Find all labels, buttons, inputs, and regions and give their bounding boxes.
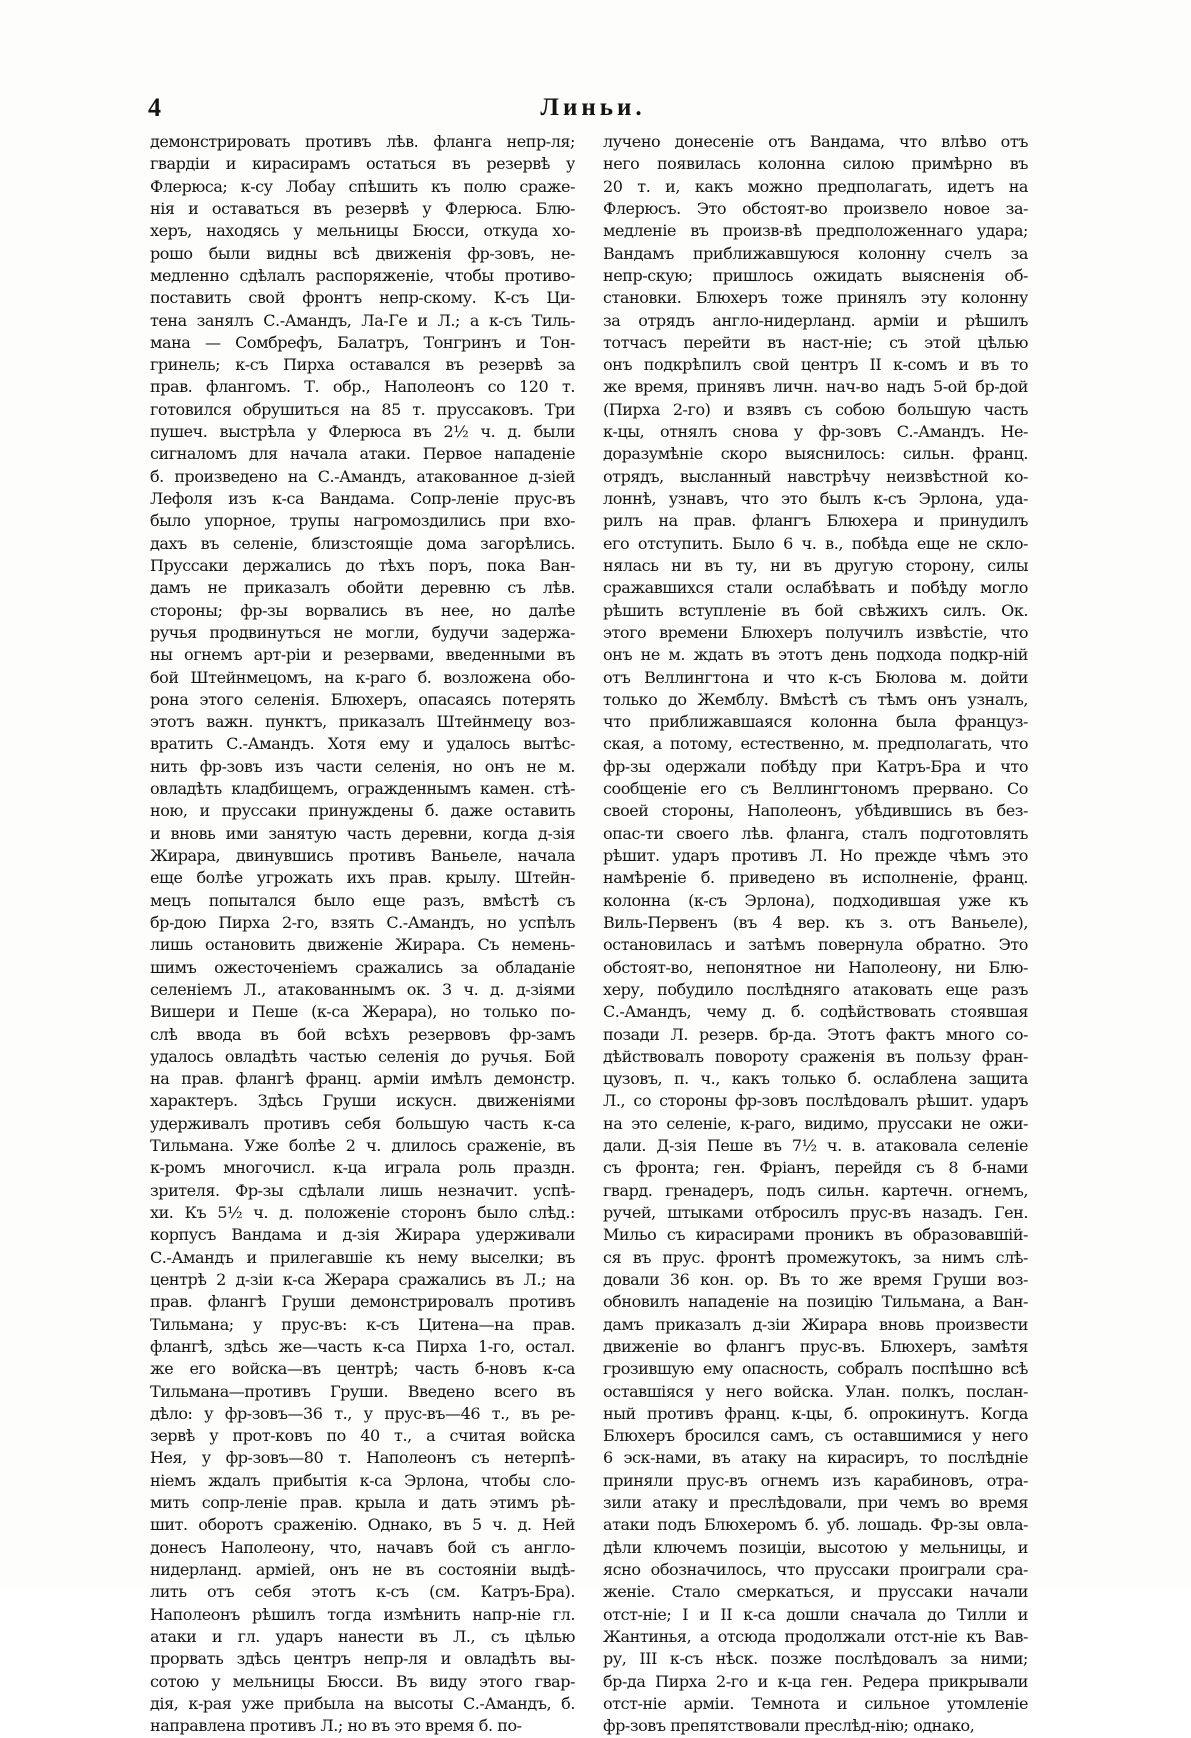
text-line: колонна (к-съ Эрлона), подходившая уже къ: [603, 890, 1028, 910]
text-line: отст-ніе арміи. Темнота и сильное утомленіе: [603, 1693, 1028, 1713]
text-line: сигналомъ для начала атаки. Первое нападеніе: [150, 444, 575, 464]
text-line: херу, побудило послѣдняго атаковать еще разъ: [603, 979, 1028, 999]
text-line: мецъ попытался было еще разъ, вмѣстѣ съ: [150, 890, 575, 910]
text-line: лишь остановить движеніе Жирара. Съ немень-: [150, 935, 575, 955]
text-line: что приближавшаяся колонна была француз-: [603, 712, 1028, 732]
text-line: движеніе во флангъ прус-въ. Блюхеръ, замѣтя: [603, 1336, 1028, 1356]
text-line: рона этого селенія. Блюхеръ, опасаясь потерять: [150, 689, 575, 709]
text-line: женіе. Стало смеркаться, и пруссаки начали: [603, 1582, 1028, 1602]
text-line: Мильо съ кирасирами проникъ въ образовавшій-: [603, 1225, 1028, 1245]
text-line: сражавшихся стали ослабѣвать и побѣду могло: [603, 578, 1028, 598]
text-line: онъ не м. ждать въ этотъ день подхода подкр-ній: [603, 645, 1028, 665]
text-line: своей стороны, Наполеонъ, убѣдившись въ без-: [603, 801, 1028, 821]
text-line: Тильмана; у прус-въ: к-съ Цитена—на прав.: [150, 1314, 575, 1334]
text-line: ся въ прус. фронтѣ промежутокъ, за нимъ слѣ-: [603, 1247, 1028, 1267]
text-line: обстоят-во, непонятное ни Наполеону, ни Блю-: [603, 957, 1028, 977]
text-line: стороны; фр-зы ворвались въ нее, но далѣе: [150, 600, 575, 620]
text-line: съ фронта; ген. Фріанъ, перейдя съ 8 б-нами: [603, 1158, 1028, 1178]
text-line: Вишери и Пеше (к-са Жерара), но только по-: [150, 1002, 575, 1022]
text-line: зили атаку и преслѣдовали, при чемъ во время: [603, 1493, 1028, 1513]
text-line: становки. Блюхеръ тоже принялъ эту колонну: [603, 288, 1028, 308]
text-line: удалось овладѣть частью селенія до ручья. Бой: [150, 1046, 575, 1066]
text-line: доразумѣніе скоро выяснилось: сильн. франц.: [603, 444, 1028, 464]
text-line: мить сопр-леніе прав. крыла и дать этимъ рѣ-: [150, 1493, 575, 1513]
text-line: Виль-Первенъ (въ 4 вер. къ з. отъ Ваньеле),: [603, 912, 1028, 932]
text-line: Флерюса; к-су Лобау спѣшить къ полю сраже-: [150, 176, 575, 196]
text-line: нить фр-зовъ изъ части селенія, но онъ не м.: [150, 756, 575, 776]
text-line: отст-ніе; I и II к-са дошли сначала до Тилли и: [603, 1604, 1028, 1624]
text-line: центрѣ 2 д-зіи к-са Жерара сражались въ Л.; на: [150, 1269, 575, 1289]
text-line: него появилась колонна силою примѣрно въ: [603, 154, 1028, 174]
text-line: оставшіяся у него войска. Улан. полкъ, послан-: [603, 1381, 1028, 1401]
text-line: Пруссаки держались до тѣхъ поръ, пока Ван-: [150, 555, 575, 575]
text-line: мана — Сомбрефъ, Балатръ, Тонгринъ и Тон-: [150, 332, 575, 352]
text-line: Лефоля изъ к-са Вандама. Сопр-леніе прус-въ: [150, 489, 575, 508]
text-line: остановилась и затѣмъ повернула обратно. Это: [603, 935, 1028, 955]
text-line: зервѣ у прот-ковъ по 40 т., а считая войска: [150, 1426, 575, 1446]
running-title: Линьи.: [540, 94, 646, 121]
text-line: корпусъ Вандама и д-зія Жирара удерживали: [150, 1225, 575, 1245]
text-line: направлена противъ Л.; но въ это время б. по-: [150, 1716, 522, 1736]
text-line: нія и оставаться въ резервѣ у Флерюса. Блю-: [150, 198, 575, 218]
text-line: ніемъ ждалъ прибытія к-са Эрлона, чтобы сло-: [150, 1470, 575, 1490]
text-line: прав. флангомъ. Т. обр., Наполеонъ со 120 т.: [150, 377, 575, 397]
text-line: этотъ важн. пунктъ, приказалъ Штейнмецу воз-: [150, 712, 575, 732]
text-line: Блюхеръ бросился самъ, съ оставшимися у него: [603, 1426, 1028, 1446]
text-line: лить отъ себя этотъ к-съ (см. Катръ-Бра).: [150, 1582, 575, 1602]
text-line: шит. оборотъ сраженію. Однако, въ 5 ч. д. Ней: [150, 1515, 575, 1535]
text-line: цузовъ, п. ч., какъ только б. ослаблена защита: [603, 1069, 1028, 1089]
text-line: к-ромъ многочисл. к-ца играла роль праздн.: [150, 1158, 575, 1178]
text-line: онъ подкрѣпилъ свой центръ II к-сомъ и въ то: [603, 355, 1028, 375]
text-line: 6 эск-нами, въ атаку на кирасиръ, то послѣдніе: [603, 1448, 1028, 1468]
text-line: приняли прус-въ огнемъ изъ карабиновъ, отра-: [603, 1470, 1028, 1490]
text-line: гвард. гренадеръ, подъ сильн. картечн. огнемъ,: [603, 1180, 1028, 1200]
text-line: за отрядъ англо-нидерланд. арміи и рѣшилъ: [603, 310, 1028, 330]
text-line: Тильмана—противъ Груши. Введено всего въ: [150, 1381, 575, 1401]
text-line: дамъ не приказалъ обойти деревню съ лѣв.: [150, 578, 575, 598]
text-line: намѣреніе б. приведено въ исполненіе, франц.: [603, 868, 1028, 888]
text-line: фр-зы одержали побѣду при Катръ-Бра и что: [603, 756, 1028, 776]
text-line: нялась ни въ ту, ни въ другую сторону, силы: [603, 555, 1028, 575]
text-line: С.-Амандъ и прилегавшіе къ нему выселки; въ: [150, 1247, 575, 1267]
text-line: Флерюсъ. Это обстоят-во произвело новое за-: [603, 198, 1028, 218]
text-line: Л., со стороны фр-зовъ послѣдовалъ рѣшит. ударъ: [603, 1091, 1028, 1111]
text-line: лоннѣ, узнавъ, что это былъ к-съ Эрлона, уда-: [603, 489, 1028, 508]
text-line: медленіе въ произв-вѣ предположеннаго удара;: [603, 221, 1028, 241]
text-line: готовился обрушиться на 85 т. пруссаковъ. Три: [150, 399, 575, 419]
text-line: на прав. флангѣ франц. арміи имѣлъ демонстр.: [150, 1069, 575, 1089]
text-line: тотчасъ перейти въ наст-ніе; съ этой цѣлью: [603, 332, 1028, 352]
text-line: рошо были видны всѣ движенія фр-зовъ, не-: [150, 243, 575, 263]
text-line: шимъ ожесточеніемъ сражались за обладаніе: [150, 957, 575, 977]
text-line: атаки и гл. ударъ нанести въ Л., съ цѣлью: [150, 1626, 575, 1646]
text-line: донесъ Наполеону, что, начавъ бой съ англо-: [150, 1537, 575, 1557]
text-line: медленно сдѣлалъ распоряженіе, чтобы противо-: [150, 265, 575, 285]
text-line: С.-Амандъ, чему д. б. содѣйствовать стоявшая: [603, 1002, 1028, 1022]
text-line: только до Жемблу. Вмѣстѣ съ тѣмъ онъ узналъ,: [603, 689, 1028, 709]
text-line: флангѣ, здѣсь же—часть к-са Пирха 1-го, остал.: [150, 1336, 575, 1356]
text-line: ру, III к-съ нѣск. позже послѣдовалъ за ними;: [603, 1649, 1028, 1669]
text-line: его отступить. Было 6 ч. в., побѣда еще не скло-: [603, 533, 1028, 553]
text-line: этого времени Блюхеръ получилъ извѣстіе, что: [603, 622, 1028, 642]
text-line: сотою у мельницы Бюсси. Въ виду этого гвар-: [150, 1671, 575, 1691]
text-line: удерживалъ противъ себя большую часть к-са: [150, 1113, 575, 1133]
text-line: дѣло: у фр-зовъ—36 т., у прус-въ—46 т., въ ре-: [150, 1403, 575, 1423]
text-line: позади Л. резерв. бр-да. Этотъ фактъ много со-: [603, 1024, 1028, 1044]
text-line: фр-зовъ препятствовали преслѣд-нію; однако,: [603, 1716, 975, 1736]
text-line: овладѣть кладбищемъ, огражденнымъ камен. стѣ-: [150, 779, 575, 799]
text-line: рѣшит. ударъ противъ Л. Но прежде чѣмъ это: [603, 846, 1028, 865]
text-line: Жантинья, а отсюда продолжали отст-ніе къ Вав-: [603, 1626, 1028, 1646]
text-line: к-цы, отнялъ снова у фр-зовъ С.-Амандъ. Не-: [603, 422, 1028, 442]
text-line: Вандамъ приближавшуюся колонну счелъ за: [603, 243, 1028, 263]
text-line: ская, а потому, естественно, м. предполагать, что: [603, 734, 1028, 754]
text-line: ный противъ франц. к-цы, б. опрокинутъ. Когда: [603, 1403, 1028, 1423]
text-line: херъ, находясь у мельницы Бюсси, откуда хо-: [150, 221, 575, 241]
text-line: ны огнемъ арт-ріи и резервами, введенными въ: [150, 645, 575, 665]
text-line: же время, принявъ личн. нач-во надъ 5-ой бр-дой: [603, 377, 1028, 397]
text-line: хи. Къ 5½ ч. д. положеніе сторонъ было слѣд.:: [150, 1203, 575, 1222]
text-line: бр-дою Пирха 2-го, взять С.-Амандъ, но успѣлъ: [150, 912, 575, 932]
text-line: сообщеніе его съ Веллингтономъ прервано. Со: [603, 779, 1028, 799]
left-text-column: [150, 131, 575, 1738]
text-line: было упорное, трупы нагромоздились при вхо-: [150, 511, 575, 531]
text-line: грозившую ему опасность, собралъ поспѣшно всѣ: [603, 1359, 1028, 1379]
text-line: и вновь ими занятую часть деревни, когда д-зія: [150, 823, 575, 843]
text-line: еще болѣе угрожать ихъ прав. крылу. Штейн-: [150, 868, 575, 888]
text-line: селеніемъ Л., атакованнымъ ок. 3 ч. д. д-зіями: [150, 979, 575, 999]
text-line: дѣли ключемъ позиціи, высотою у мельницы, и: [603, 1537, 1028, 1557]
text-line: отъ Веллингтона и что к-съ Бюлова м. дойти: [603, 667, 1028, 687]
text-line: ручья продвинуться не могли, будучи задержа-: [150, 622, 575, 642]
text-line: дія, к-рая уже прибыла на высоты С.-Амандъ, б.: [150, 1693, 575, 1713]
text-line: вратить С.-Амандъ. Хотя ему и удалось вытѣс-: [150, 734, 575, 754]
text-line: прорвать здѣсь центръ непр-ля и овладѣть вы-: [150, 1649, 575, 1669]
text-line: рѣшить вступленіе въ бой свѣжихъ силъ. Ок.: [603, 600, 1028, 620]
text-line: обновилъ нападеніе на позицію Тильмана, а Ван-: [603, 1292, 1028, 1312]
right-text-column: [603, 131, 1028, 1738]
text-line: дахъ въ селеніе, близстоящіе дома загорѣлись.: [150, 533, 575, 553]
text-line: нидерланд. арміей, онъ не въ состояніи выдѣ-: [150, 1560, 575, 1579]
page-header: [148, 92, 1038, 126]
text-line: (Пирха 2-го) и взявъ съ собою большую часть: [603, 399, 1028, 419]
text-line: Тильмана. Уже болѣе 2 ч. длилось сраженіе, въ: [150, 1136, 575, 1156]
text-line: рилъ на прав. флангъ Блюхера и принудилъ: [603, 511, 1028, 531]
text-line: непр-скую; пришлось ожидать выясненія об-: [603, 265, 1028, 285]
text-line: ясно обозначилось, что пруссаки проиграли сра-: [603, 1560, 1028, 1579]
text-line: ручей, штыками отбросилъ прус-въ назадъ. Ген.: [603, 1203, 1028, 1222]
text-line: прав. флангѣ Груши демонстрировалъ противъ: [150, 1292, 575, 1312]
text-line: тена занялъ С.-Амандъ, Ла-Ге и Л.; а к-съ Тиль-: [150, 310, 575, 330]
text-line: отрядъ, высланный навстрѣчу неизвѣстной ко-: [603, 466, 1028, 486]
text-line: ною, и пруссаки принуждены б. даже оставить: [150, 801, 575, 821]
page-number: 4: [148, 93, 161, 122]
text-line: 20 т. и, какъ можно предполагать, идетъ на: [603, 176, 1028, 196]
text-line: дѣйствовалъ повороту сраженія въ пользу фран-: [603, 1046, 1028, 1066]
text-line: дамъ приказалъ д-зіи Жирара вновь произвести: [603, 1314, 1028, 1334]
text-line: демонстрировать противъ лѣв. фланга непр-ля;: [150, 132, 575, 151]
text-line: бр-да Пирха 2-го и к-ца ген. Редера прикрывали: [603, 1671, 1028, 1691]
text-line: атаки подъ Блюхеромъ б. уб. лошадь. Фр-зы овла-: [603, 1515, 1028, 1535]
text-line: гринель; к-съ Пирха оставался въ резервѣ за: [150, 355, 575, 375]
text-line: на это селеніе, к-раго, видимо, пруссаки не ожи-: [603, 1113, 1028, 1133]
text-line: же его войска—въ центрѣ; часть б-новъ к-са: [150, 1359, 575, 1379]
text-line: б. произведено на С.-Амандъ, атакованное д-зіей: [150, 466, 575, 486]
text-line: Наполеонъ рѣшилъ тогда измѣнить напр-ніе гл.: [150, 1604, 575, 1624]
text-line: довали 36 кон. ор. Въ то же время Груши воз-: [603, 1269, 1028, 1289]
text-line: поставить свой фронтъ непр-скому. К-съ Ци-: [150, 288, 575, 308]
text-line: дали. Д-зія Пеше въ 7½ ч. в. атаковала селеніе: [603, 1136, 1028, 1156]
text-line: Нея, у фр-зовъ—80 т. Наполеонъ съ нетерпѣ-: [150, 1448, 575, 1468]
text-line: характеръ. Здѣсь Груши искусн. движеніями: [150, 1091, 575, 1111]
text-line: лучено донесеніе отъ Вандама, что влѣво отъ: [603, 132, 1028, 151]
text-line: пушеч. выстрѣла у Флерюса въ 2½ ч. д. были: [150, 422, 575, 442]
text-line: зрителя. Фр-зы сдѣлали лишь незначит. успѣ-: [150, 1180, 575, 1200]
text-line: опас-ти своего лѣв. фланга, сталъ подготовлять: [603, 823, 1028, 843]
text-line: гвардіи и кирасирамъ остаться въ резервѣ у: [150, 154, 575, 174]
text-line: Жирара, двинувшись противъ Ваньеле, начала: [150, 846, 575, 865]
text-line: бой Штейнмецомъ, на к-раго б. возложена обо-: [150, 667, 575, 687]
text-line: слѣ ввода въ бой всѣхъ резервовъ фр-замъ: [150, 1024, 575, 1044]
